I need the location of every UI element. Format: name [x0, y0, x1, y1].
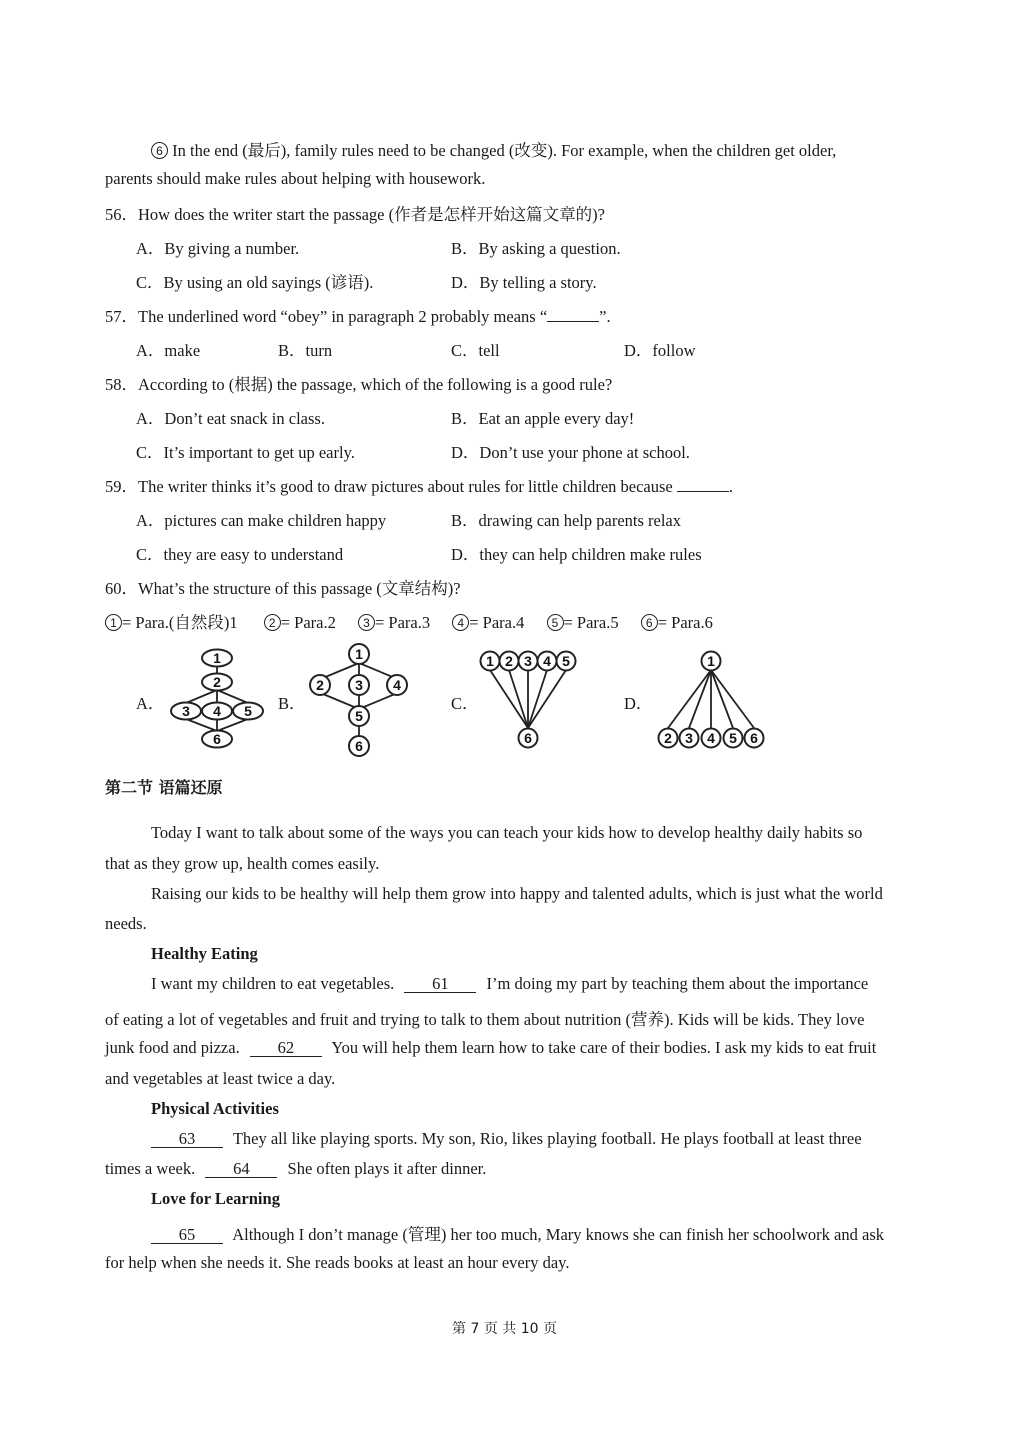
svg-text:5: 5: [244, 703, 252, 719]
svg-text:5: 5: [562, 653, 570, 669]
intro-1-line-2: that as they grow up, health comes easily.: [105, 854, 380, 873]
q56-option-d: D．By telling a story.: [451, 273, 597, 292]
svg-text:3: 3: [685, 730, 693, 746]
svg-text:4: 4: [393, 677, 401, 693]
legend-item: 6 = Para.6: [641, 613, 713, 632]
svg-text:6: 6: [213, 731, 221, 747]
question-57-stem: 57．The underlined word “obey” in paragraph 2 probably means “ ”.: [105, 307, 611, 326]
section-title: 第二节 语篇还原: [105, 778, 223, 797]
svg-text:4: 4: [543, 653, 551, 669]
paragraph-6-line-1: 6 In the end (最后), family rules need to be changed (改变). For example, when the children get older,: [151, 137, 836, 161]
question-56-stem: 56．How does the writer start the passage (作者是怎样开始这篇文章的)?: [105, 205, 605, 224]
svg-text:4: 4: [213, 703, 221, 719]
learning-line-2: for help when she needs it. She reads books at least an hour every day.: [105, 1253, 570, 1272]
svg-text:3: 3: [524, 653, 532, 669]
q58-option-c: C．It’s important to get up early.: [136, 443, 355, 462]
svg-text:5: 5: [355, 708, 363, 724]
question-58-stem: 58．According to (根据) the passage, which of the following is a good rule?: [105, 375, 613, 394]
svg-text:6: 6: [524, 730, 532, 746]
eating-line-1: I want my children to eat vegetables. 61 I’m doing my part by teaching them about the importance: [151, 974, 869, 993]
svg-text:6: 6: [750, 730, 758, 746]
heading-love-for-learning: Love for Learning: [151, 1189, 280, 1208]
q60-option-b-label: B．: [278, 694, 306, 713]
legend-item: 1 = Para.(自然段)1: [105, 613, 238, 632]
blank-64: 64: [205, 1160, 277, 1178]
q58-option-d: D．Don’t use your phone at school.: [451, 443, 690, 462]
legend-item: 5 = Para.5: [547, 613, 619, 632]
blank-65: 65: [151, 1226, 223, 1244]
svg-text:1: 1: [355, 646, 363, 662]
learning-line-1: 65 Although I don’t manage (管理) her too much, Mary knows she can finish her schoolwork and ask: [151, 1221, 884, 1245]
svg-text:2: 2: [316, 677, 324, 693]
physical-line-2: times a week. 64 She often plays it after dinner.: [105, 1159, 487, 1178]
svg-text:4: 4: [707, 730, 715, 746]
question-60-stem: 60．What’s the structure of this passage (文章结构)?: [105, 579, 461, 598]
q56-option-b: B．By asking a question.: [451, 239, 621, 258]
svg-text:1: 1: [707, 653, 715, 669]
q57-option-d: D．follow: [624, 341, 696, 360]
blank-63: 63: [151, 1130, 223, 1148]
svg-text:3: 3: [182, 703, 190, 719]
q59-option-b: B．drawing can help parents relax: [451, 511, 682, 530]
total-page-count: 10: [520, 1321, 539, 1337]
svg-text:5: 5: [729, 730, 737, 746]
svg-text:1: 1: [486, 653, 494, 669]
paragraph-6-line-2: parents should make rules about helping with housework.: [105, 169, 486, 188]
legend-item: 3 = Para.3: [358, 613, 430, 632]
q58-option-a: A．Don’t eat snack in class.: [136, 409, 325, 428]
q56-option-a: A．By giving a number.: [136, 239, 300, 258]
eating-line-4: and vegetables at least twice a day.: [105, 1069, 336, 1088]
q57-option-b: B．turn: [278, 341, 333, 360]
svg-text:2: 2: [664, 730, 672, 746]
q57-option-c: C．tell: [451, 341, 500, 360]
svg-text:2: 2: [505, 653, 513, 669]
svg-text:3: 3: [355, 677, 363, 693]
intro-2-line-2: needs.: [105, 914, 147, 933]
page-footer: 第 7 页 共 10 页: [452, 1321, 558, 1337]
q60-option-a-label: A．: [136, 694, 165, 713]
question-59-stem: 59．The writer thinks it’s good to draw pictures about rules for little children because .: [105, 477, 733, 496]
para-number-circle: 6: [151, 142, 168, 159]
intro-1-line-1: Today I want to talk about some of the ways you can teach your kids how to develop healthy daily habits so: [151, 823, 863, 842]
legend-item: 4 = Para.4: [452, 613, 524, 632]
q57-option-a: A．make: [136, 341, 201, 360]
q59-option-a: A．pictures can make children happy: [136, 511, 387, 530]
heading-physical-activities: Physical Activities: [151, 1099, 279, 1118]
svg-text:2: 2: [213, 674, 221, 690]
q59-option-d: D．they can help children make rules: [451, 545, 702, 564]
current-page-number: 7: [470, 1321, 480, 1337]
q56-option-c: C．By using an old sayings (谚语).: [136, 273, 374, 292]
svg-text:6: 6: [355, 738, 363, 754]
heading-healthy-eating: Healthy Eating: [151, 944, 258, 963]
eating-line-2: of eating a lot of vegetables and fruit and trying to talk to them about nutrition (营养). Kids will be kids. They love: [105, 1010, 865, 1029]
q60-option-c-label: C．: [451, 694, 479, 713]
physical-line-1: 63 They all like playing sports. My son, Rio, likes playing football. He plays football at least three: [151, 1129, 862, 1149]
blank-62: 62: [250, 1039, 322, 1057]
svg-text:1: 1: [213, 650, 221, 666]
q59-option-c: C．they are easy to understand: [136, 545, 344, 564]
eating-line-3: junk food and pizza. 62 You will help them learn how to take care of their bodies. I ask my kids to eat fruit: [105, 1038, 877, 1057]
blank-61: 61: [404, 975, 476, 993]
intro-2-line-1: Raising our kids to be healthy will help them grow into happy and talented adults, which is just what the world: [151, 884, 883, 903]
legend-item: 2 = Para.2: [264, 613, 336, 632]
q58-option-b: B．Eat an apple every day!: [451, 409, 635, 428]
q60-option-d-label: D．: [624, 694, 653, 713]
